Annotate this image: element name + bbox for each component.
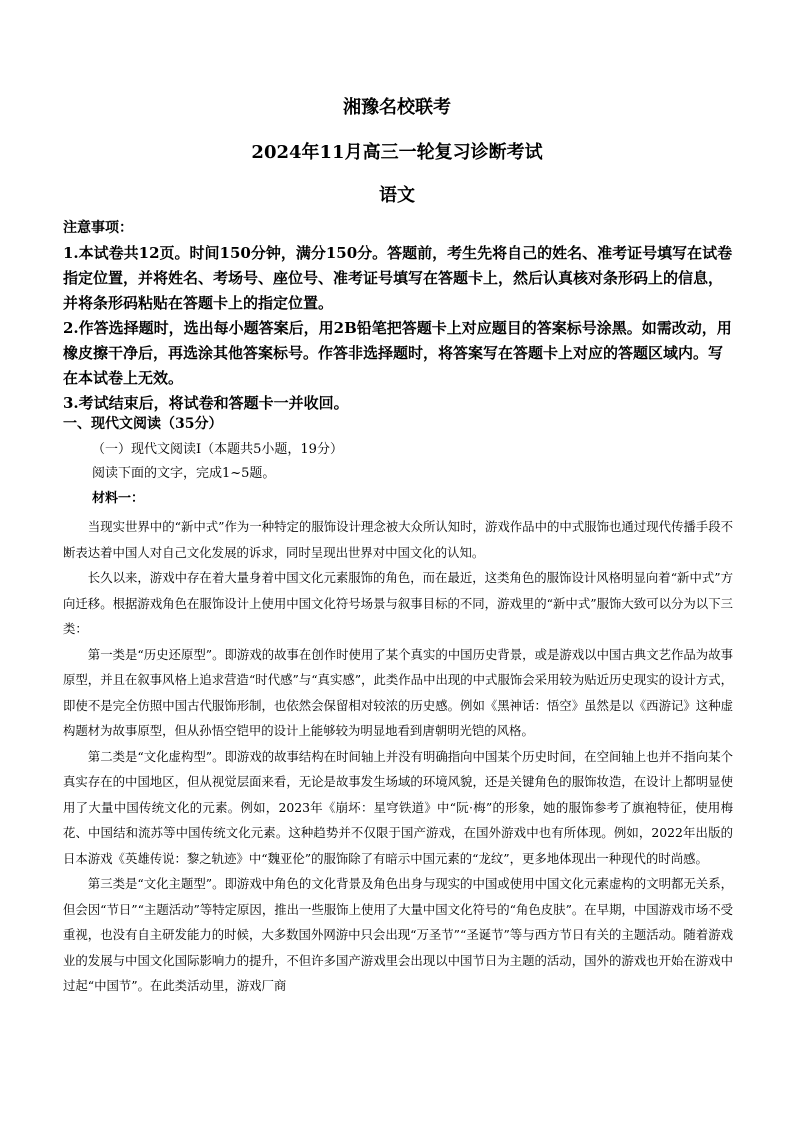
subject-title: 语文 (379, 185, 415, 206)
exam-name-title: 2024年11月高三一轮复习诊断考试 (251, 142, 543, 163)
passage-paragraph: 长久以来，游戏中存在着大量身着中国文化元素服饰的角色，而在最近，这类角色的服饰设计风格明显向着“新中式”方向迁移。根据游戏角色在服饰设计上使用中国文化符号场景与叙事目标的不同，游戏里的“新中式”服饰大致可以分为以下三类： (63, 570, 733, 636)
passage-paragraph: 第三类是“文化主题型”。即游戏中角色的文化背景及角色出身与现实的中国或使用中国文化元素虚构的文明都无关系，但会因“节日”“主题活动”等特定原因，推出一些服饰上使用了大量中国文化符号的“角色皮肤”。在早期，中国游戏市场不受重视，也没有自主研发能力的时候，大多数国外网游中只会出现“万圣节”“圣诞节”等与西方节日有关的主题活动。随着游戏业的发展与中国文化国际影响力的提升，不但许多国产游戏里会出现以中国节日为主题的活动，国外的游戏也开始在游戏中过起“中国节”。在此类活动里，游戏厂商 (63, 876, 733, 993)
passage-paragraph: 当现实世界中的“新中式”作为一种特定的服饰设计理念被大众所认知时，游戏作品中的中式服饰也通过现代传播手段不断表达着中国人对自己文化发展的诉求，同时呈现出世界对中国文化的认知。 (63, 519, 733, 560)
notice-item: 3.考试结束后，将试卷和答题卡一并收回。 (63, 394, 349, 412)
notice-item: 2.作答选择题时，选出每小题答案后，用2B铅笔把答题卡上对应题目的答案标号涂黑。如需改动，用橡皮擦干净后，再选涂其他答案标号。作答非选择题时，将答案写在答题卡上对应的答题区域内。写在本试卷上无效。 (63, 319, 732, 387)
notice-item: 1.本试卷共12页。时间150分钟，满分150分。答题前，考生先将自己的姓名、准考证号填写在试卷指定位置，并将姓名、考场号、座位号、准考证号填写在答题卡上，然后认真核对条形码上的信息，并将条形码粘贴在答题卡上的指定位置。 (63, 244, 733, 312)
exam-org-title: 湘豫名校联考 (343, 97, 451, 118)
notice-list (63, 241, 733, 416)
subsection-title: （一）现代文阅读Ⅰ（本题共5小题，19分） (92, 442, 343, 457)
passage-paragraph: 第二类是“文化虚构型”。即游戏的故事结构在时间轴上并没有明确指向中国某个历史时间，在空间轴上也并不指向某个真实存在的中国地区，但从视觉层面来看，无论是故事发生场域的环境风貌，还是关键角色的服饰妆造，在设计上都明显使用了大量中国传统文化的元素。例如，2023年《崩坏：星穹铁道》中“阮·梅”的形象，她的服饰参考了旗袍特征，使用梅花、中国结和流苏等中国传统文化元素。这种趋势并不仅限于国产游戏，在国外游戏中也有所体现。例如，2022年出版的日本游戏《英雄传说：黎之轨迹》中“魏亚伦”的服饰除了有暗示中国元素的“龙纹”，更多地体现出一种现代的时尚感。 (63, 748, 733, 866)
section-title: 一、现代文阅读（35分） (63, 416, 223, 432)
reading-passage (63, 514, 733, 999)
passage-paragraph: 第一类是“历史还原型”。即游戏的故事在创作时使用了某个真实的中国历史背景，或是游戏以中国古典文艺作品为故事原型，并且在叙事风格上追求营造“时代感”与“真实感”，此类作品中出现的中式服饰会采用较为贴近历史现实的设计方式，即使不是完全仿照中国古代服饰形制，也依然会保留相对较浓的历史感。例如《黑神话：悟空》虽然是以《西游记》这种虚构题材为故事原型，但从孙悟空铠甲的设计上能够较为明显地看到唐朝明光铠的风格。 (63, 646, 733, 738)
reading-instruction: 阅读下面的文字，完成1~5题。 (92, 466, 276, 481)
notice-heading: 注意事项： (63, 220, 133, 236)
material-label: 材料一： (92, 491, 145, 506)
